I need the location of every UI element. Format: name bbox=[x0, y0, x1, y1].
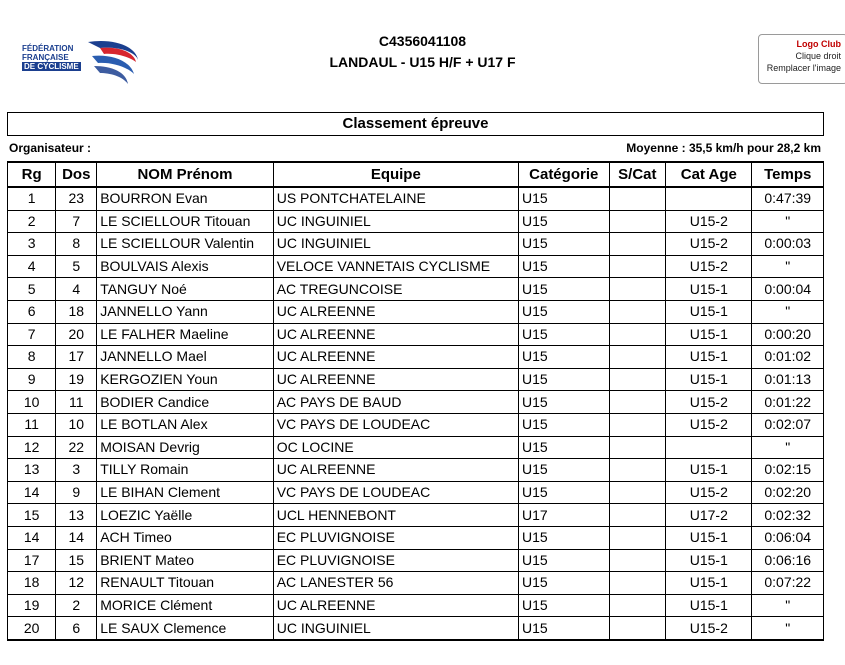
cell-subcategory bbox=[609, 572, 666, 595]
cell-rank: 18 bbox=[8, 572, 56, 595]
cell-team: AC TREGUNCOISE bbox=[273, 278, 518, 301]
cell-bib: 13 bbox=[56, 504, 97, 527]
cell-bib: 20 bbox=[56, 323, 97, 346]
cell-time: 0:06:04 bbox=[752, 526, 824, 549]
cell-time: " bbox=[752, 436, 824, 459]
cell-subcategory bbox=[609, 413, 666, 436]
cell-team: UC INGUINIEL bbox=[273, 210, 518, 233]
cell-time: 0:02:20 bbox=[752, 481, 824, 504]
cell-rank: 13 bbox=[8, 459, 56, 482]
cell-team: VC PAYS DE LOUDEAC bbox=[273, 413, 518, 436]
cell-name: LE BOTLAN Alex bbox=[97, 413, 274, 436]
col-name: NOM Prénom bbox=[97, 162, 274, 187]
cell-time: " bbox=[752, 255, 824, 278]
cell-category: U15 bbox=[518, 617, 609, 640]
cell-category: U15 bbox=[518, 210, 609, 233]
col-time: Temps bbox=[752, 162, 824, 187]
cell-age-category: U15-1 bbox=[666, 526, 752, 549]
cell-subcategory bbox=[609, 504, 666, 527]
cell-team: UC ALREENNE bbox=[273, 323, 518, 346]
cell-rank: 2 bbox=[8, 210, 56, 233]
cell-bib: 4 bbox=[56, 278, 97, 301]
cell-category: U15 bbox=[518, 391, 609, 414]
cell-rank: 14 bbox=[8, 481, 56, 504]
cell-time: 0:00:03 bbox=[752, 233, 824, 256]
cell-name: RENAULT Titouan bbox=[97, 572, 274, 595]
cell-name: LE BIHAN Clement bbox=[97, 481, 274, 504]
cell-subcategory bbox=[609, 187, 666, 210]
cell-bib: 8 bbox=[56, 233, 97, 256]
cell-team: VC PAYS DE LOUDEAC bbox=[273, 481, 518, 504]
cell-rank: 8 bbox=[8, 346, 56, 369]
cell-category: U15 bbox=[518, 255, 609, 278]
col-subcategory: S/Cat bbox=[609, 162, 666, 187]
organiser-label: Organisateur : bbox=[9, 141, 92, 155]
cell-subcategory bbox=[609, 278, 666, 301]
cell-subcategory bbox=[609, 526, 666, 549]
cell-category: U15 bbox=[518, 572, 609, 595]
cell-team: VELOCE VANNETAIS CYCLISME bbox=[273, 255, 518, 278]
cell-age-category: U15-2 bbox=[666, 481, 752, 504]
cell-bib: 10 bbox=[56, 413, 97, 436]
table-row bbox=[8, 210, 824, 233]
cell-bib: 15 bbox=[56, 549, 97, 572]
cell-name: JANNELLO Mael bbox=[97, 346, 274, 369]
cell-age-category: U15-1 bbox=[666, 346, 752, 369]
cell-team: UC INGUINIEL bbox=[273, 233, 518, 256]
cell-team: EC PLUVIGNOISE bbox=[273, 526, 518, 549]
cell-subcategory bbox=[609, 233, 666, 256]
cell-time: " bbox=[752, 594, 824, 617]
cell-subcategory bbox=[609, 459, 666, 482]
col-category: Catégorie bbox=[518, 162, 609, 187]
cell-bib: 23 bbox=[56, 187, 97, 210]
cell-bib: 17 bbox=[56, 346, 97, 369]
table-row bbox=[8, 617, 824, 640]
cell-time: " bbox=[752, 300, 824, 323]
col-team: Equipe bbox=[273, 162, 518, 187]
cell-age-category: U15-2 bbox=[666, 391, 752, 414]
cell-rank: 7 bbox=[8, 323, 56, 346]
cell-subcategory bbox=[609, 210, 666, 233]
table-row bbox=[8, 436, 824, 459]
cell-category: U15 bbox=[518, 413, 609, 436]
cell-rank: 10 bbox=[8, 391, 56, 414]
cell-team: AC LANESTER 56 bbox=[273, 572, 518, 595]
cell-category: U15 bbox=[518, 323, 609, 346]
cell-name: LE FALHER Maeline bbox=[97, 323, 274, 346]
cell-time: 0:00:04 bbox=[752, 278, 824, 301]
cell-team: UC INGUINIEL bbox=[273, 617, 518, 640]
table-row bbox=[8, 391, 824, 414]
cell-name: LOEZIC Yaëlle bbox=[97, 504, 274, 527]
table-row bbox=[8, 187, 824, 210]
cell-category: U15 bbox=[518, 278, 609, 301]
cell-rank: 3 bbox=[8, 233, 56, 256]
cell-age-category: U15-1 bbox=[666, 572, 752, 595]
cell-team: UCL HENNEBONT bbox=[273, 504, 518, 527]
cell-bib: 19 bbox=[56, 368, 97, 391]
cell-time: 0:02:07 bbox=[752, 413, 824, 436]
race-code: C4356041108 bbox=[378, 33, 467, 49]
cell-age-category: U15-1 bbox=[666, 594, 752, 617]
table-row bbox=[8, 481, 824, 504]
cell-name: KERGOZIEN Youn bbox=[97, 368, 274, 391]
cell-age-category: U15-1 bbox=[666, 278, 752, 301]
cell-name: MORICE Clément bbox=[97, 594, 274, 617]
table-header-row bbox=[8, 162, 824, 187]
cell-subcategory bbox=[609, 391, 666, 414]
cell-subcategory bbox=[609, 255, 666, 278]
cell-rank: 19 bbox=[8, 594, 56, 617]
cell-age-category: U15-1 bbox=[666, 323, 752, 346]
section-title: Classement épreuve bbox=[7, 112, 824, 136]
cell-age-category: U15-2 bbox=[666, 413, 752, 436]
table-row bbox=[8, 255, 824, 278]
cell-name: MOISAN Devrig bbox=[97, 436, 274, 459]
cell-bib: 2 bbox=[56, 594, 97, 617]
cell-time: " bbox=[752, 617, 824, 640]
table-row bbox=[8, 572, 824, 595]
cell-name: BOURRON Evan bbox=[97, 187, 274, 210]
cell-bib: 7 bbox=[56, 210, 97, 233]
cell-subcategory bbox=[609, 594, 666, 617]
table-row bbox=[8, 346, 824, 369]
cell-bib: 9 bbox=[56, 481, 97, 504]
cell-subcategory bbox=[609, 549, 666, 572]
cell-bib: 3 bbox=[56, 459, 97, 482]
cell-age-category: U17-2 bbox=[666, 504, 752, 527]
cell-age-category bbox=[666, 436, 752, 459]
table-row bbox=[8, 278, 824, 301]
table-row bbox=[8, 368, 824, 391]
cell-rank: 5 bbox=[8, 278, 56, 301]
cell-rank: 11 bbox=[8, 413, 56, 436]
cell-bib: 22 bbox=[56, 436, 97, 459]
cell-rank: 15 bbox=[8, 504, 56, 527]
cell-subcategory bbox=[609, 368, 666, 391]
cell-time: 0:02:15 bbox=[752, 459, 824, 482]
club-logo-hint: Clique droit bbox=[795, 51, 841, 61]
cell-team: UC ALREENNE bbox=[273, 300, 518, 323]
cell-team: UC ALREENNE bbox=[273, 594, 518, 617]
cell-category: U15 bbox=[518, 368, 609, 391]
cell-category: U15 bbox=[518, 187, 609, 210]
cell-category: U15 bbox=[518, 594, 609, 617]
cell-team: OC LOCINE bbox=[273, 436, 518, 459]
cell-bib: 6 bbox=[56, 617, 97, 640]
cell-team: EC PLUVIGNOISE bbox=[273, 549, 518, 572]
cell-name: TILLY Romain bbox=[97, 459, 274, 482]
cell-time: 0:01:02 bbox=[752, 346, 824, 369]
cell-subcategory bbox=[609, 346, 666, 369]
cell-category: U15 bbox=[518, 346, 609, 369]
results-table bbox=[7, 161, 824, 641]
cell-rank: 17 bbox=[8, 549, 56, 572]
cell-time: 0:02:32 bbox=[752, 504, 824, 527]
table-row bbox=[8, 413, 824, 436]
cell-time: 0:00:20 bbox=[752, 323, 824, 346]
table-row bbox=[8, 549, 824, 572]
cell-team: UC ALREENNE bbox=[273, 368, 518, 391]
cell-subcategory bbox=[609, 617, 666, 640]
cell-team: US PONTCHATELAINE bbox=[273, 187, 518, 210]
cell-subcategory bbox=[609, 323, 666, 346]
cell-name: TANGUY Noé bbox=[97, 278, 274, 301]
cell-age-category: U15-1 bbox=[666, 368, 752, 391]
cell-bib: 11 bbox=[56, 391, 97, 414]
cell-category: U15 bbox=[518, 549, 609, 572]
cell-name: LE SAUX Clemence bbox=[97, 617, 274, 640]
cell-name: LE SCIELLOUR Titouan bbox=[97, 210, 274, 233]
cell-rank: 9 bbox=[8, 368, 56, 391]
cell-rank: 1 bbox=[8, 187, 56, 210]
cell-subcategory bbox=[609, 481, 666, 504]
cell-age-category: U15-2 bbox=[666, 255, 752, 278]
club-logo-placeholder[interactable] bbox=[758, 34, 845, 84]
club-logo-label: Logo Club bbox=[796, 39, 841, 49]
cell-name: ACH Timeo bbox=[97, 526, 274, 549]
cell-time: 0:07:22 bbox=[752, 572, 824, 595]
cell-category: U15 bbox=[518, 436, 609, 459]
cell-category: U17 bbox=[518, 504, 609, 527]
table-row bbox=[8, 233, 824, 256]
cell-time: 0:06:16 bbox=[752, 549, 824, 572]
cell-category: U15 bbox=[518, 481, 609, 504]
cell-category: U15 bbox=[518, 233, 609, 256]
club-logo-hint-2: Remplacer l'image bbox=[766, 63, 841, 73]
cell-category: U15 bbox=[518, 300, 609, 323]
table-row bbox=[8, 323, 824, 346]
cell-age-category: U15-1 bbox=[666, 300, 752, 323]
cell-bib: 18 bbox=[56, 300, 97, 323]
cell-bib: 14 bbox=[56, 526, 97, 549]
cell-name: BOULVAIS Alexis bbox=[97, 255, 274, 278]
cell-bib: 12 bbox=[56, 572, 97, 595]
cell-time: " bbox=[752, 210, 824, 233]
col-bib: Dos bbox=[56, 162, 97, 187]
average-speed: Moyenne : 35,5 km/h pour 28,2 km bbox=[626, 141, 821, 155]
cell-subcategory bbox=[609, 436, 666, 459]
cell-category: U15 bbox=[518, 459, 609, 482]
cell-age-category: U15-2 bbox=[666, 617, 752, 640]
col-rank: Rg bbox=[8, 162, 56, 187]
race-title: LANDAUL - U15 H/F + U17 F bbox=[329, 54, 516, 70]
cell-rank: 12 bbox=[8, 436, 56, 459]
table-row bbox=[8, 459, 824, 482]
cell-name: BODIER Candice bbox=[97, 391, 274, 414]
cell-subcategory bbox=[609, 300, 666, 323]
col-age-category: Cat Age bbox=[666, 162, 752, 187]
cell-rank: 14 bbox=[8, 526, 56, 549]
cell-team: UC ALREENNE bbox=[273, 459, 518, 482]
cell-rank: 20 bbox=[8, 617, 56, 640]
cell-age-category: U15-1 bbox=[666, 549, 752, 572]
cell-time: 0:01:22 bbox=[752, 391, 824, 414]
cell-time: 0:01:13 bbox=[752, 368, 824, 391]
table-row bbox=[8, 504, 824, 527]
cell-rank: 4 bbox=[8, 255, 56, 278]
table-row bbox=[8, 594, 824, 617]
cell-name: LE SCIELLOUR Valentin bbox=[97, 233, 274, 256]
cell-age-category bbox=[666, 187, 752, 210]
cell-name: BRIENT Mateo bbox=[97, 549, 274, 572]
cell-rank: 6 bbox=[8, 300, 56, 323]
cell-age-category: U15-2 bbox=[666, 233, 752, 256]
table-row bbox=[8, 300, 824, 323]
cell-name: JANNELLO Yann bbox=[97, 300, 274, 323]
cell-bib: 5 bbox=[56, 255, 97, 278]
federation-logo-text: FÉDÉRATION FRANÇAISE DE CYCLISME bbox=[22, 44, 79, 71]
cell-age-category: U15-1 bbox=[666, 459, 752, 482]
cell-age-category: U15-2 bbox=[666, 210, 752, 233]
table-row bbox=[8, 526, 824, 549]
cell-category: U15 bbox=[518, 526, 609, 549]
cell-team: AC PAYS DE BAUD bbox=[273, 391, 518, 414]
cell-time: 0:47:39 bbox=[752, 187, 824, 210]
cell-team: UC ALREENNE bbox=[273, 346, 518, 369]
